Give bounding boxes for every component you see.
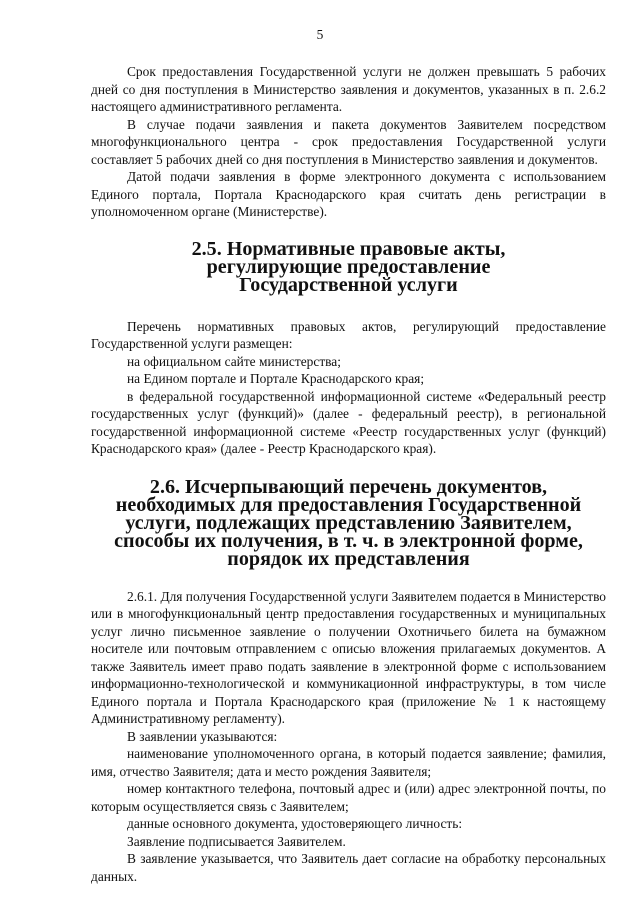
paragraph-normative-acts-list: Перечень нормативных правовых актов, регулирующий предоставление Государственной услуги размещен: — [91, 318, 606, 351]
list-item-contact-details: номер контактного телефона, почтовый адрес и (или) адрес электронной почты, по которым осуществляется связь с Заявителем; — [91, 781, 606, 814]
paragraph-personal-data-consent: В заявление указывается, что Заявитель дает согласие на обработку персональных данных. — [91, 851, 606, 884]
list-item-portals: на Едином портале и Портале Краснодарского края; — [127, 371, 425, 386]
list-item-identity-document: данные основного документа, удостоверяющего личность: — [127, 816, 463, 831]
paragraph-application-contents-intro: В заявлении указываются: — [127, 728, 278, 744]
paragraph-2-6-1-application: 2.6.1. Для получения Государственной услуги Заявителем подается в Министерство или в многофункциональный центр предоставления государственных и муниципальных услуг лично письменное заявление о получении Охотничьего билета на бумажном носителе или почтовым отправлением с описью вложения прилагаемых документов. А также Заявитель имеет право подать заявление в электронной форме с использованием информационно-технологической и коммуникационной инфраструктуры, в том числе Единого портала и Портала Краснодарского края (приложение № 1 к настоящему Административному регламенту). — [91, 588, 607, 726]
list-item-official-site: на официальном сайте министерства; — [127, 353, 341, 369]
paragraph-mfc-term: В случае подачи заявления и пакета документов Заявителем посредством многофункционального центра - срок предоставления Государственной услуги составляет 5 рабочих дней со дня поступления в Министерство заявления и документов. — [91, 116, 606, 167]
list-item-federal-registry: в федеральной государственной информационной системе «Федеральный реестр государственных услуг (функций)» (далее - федеральный реестр), в региональной государственной информационной системе «Реестр государственных услуг (функций) Краснодарского края» (далее - Реестр Краснодарского края). — [91, 388, 606, 456]
page-number: 5 — [316, 27, 324, 42]
paragraph-application-signed: Заявление подписывается Заявителем. — [127, 833, 346, 849]
document-body — [91, 63, 606, 885]
list-item-authority-name-and-applicant: наименование уполномоченного органа, в который подается заявление; фамилия, имя, отчество Заявителя; дата и место рождения Заявителя; — [91, 746, 606, 779]
paragraph-service-term: Срок предоставления Государственной услуги не должен превышать 5 рабочих дней со дня поступления в Министерство заявления и документов, указанных в п. 2.6.2 настоящего административного регламента. — [91, 64, 606, 114]
section-heading-2-5: 2.5. Нормативные правовые акты, регулирующие предоставление Государственной услуги — [191, 237, 506, 296]
section-heading-2-6: 2.6. Исчерпывающий перечень документов, необходимых для предоставления Государственной услуги, подлежащих представлению Заявителем, способы их получения, в т. ч. в электронной форме, порядок их представления — [114, 475, 583, 570]
paragraph-electronic-submission-date: Датой подачи заявления в форме электронного документа с использованием Единого портала, Портала Краснодарского края считать день регистрации в уполномоченном органе (Министерстве). — [91, 169, 606, 219]
